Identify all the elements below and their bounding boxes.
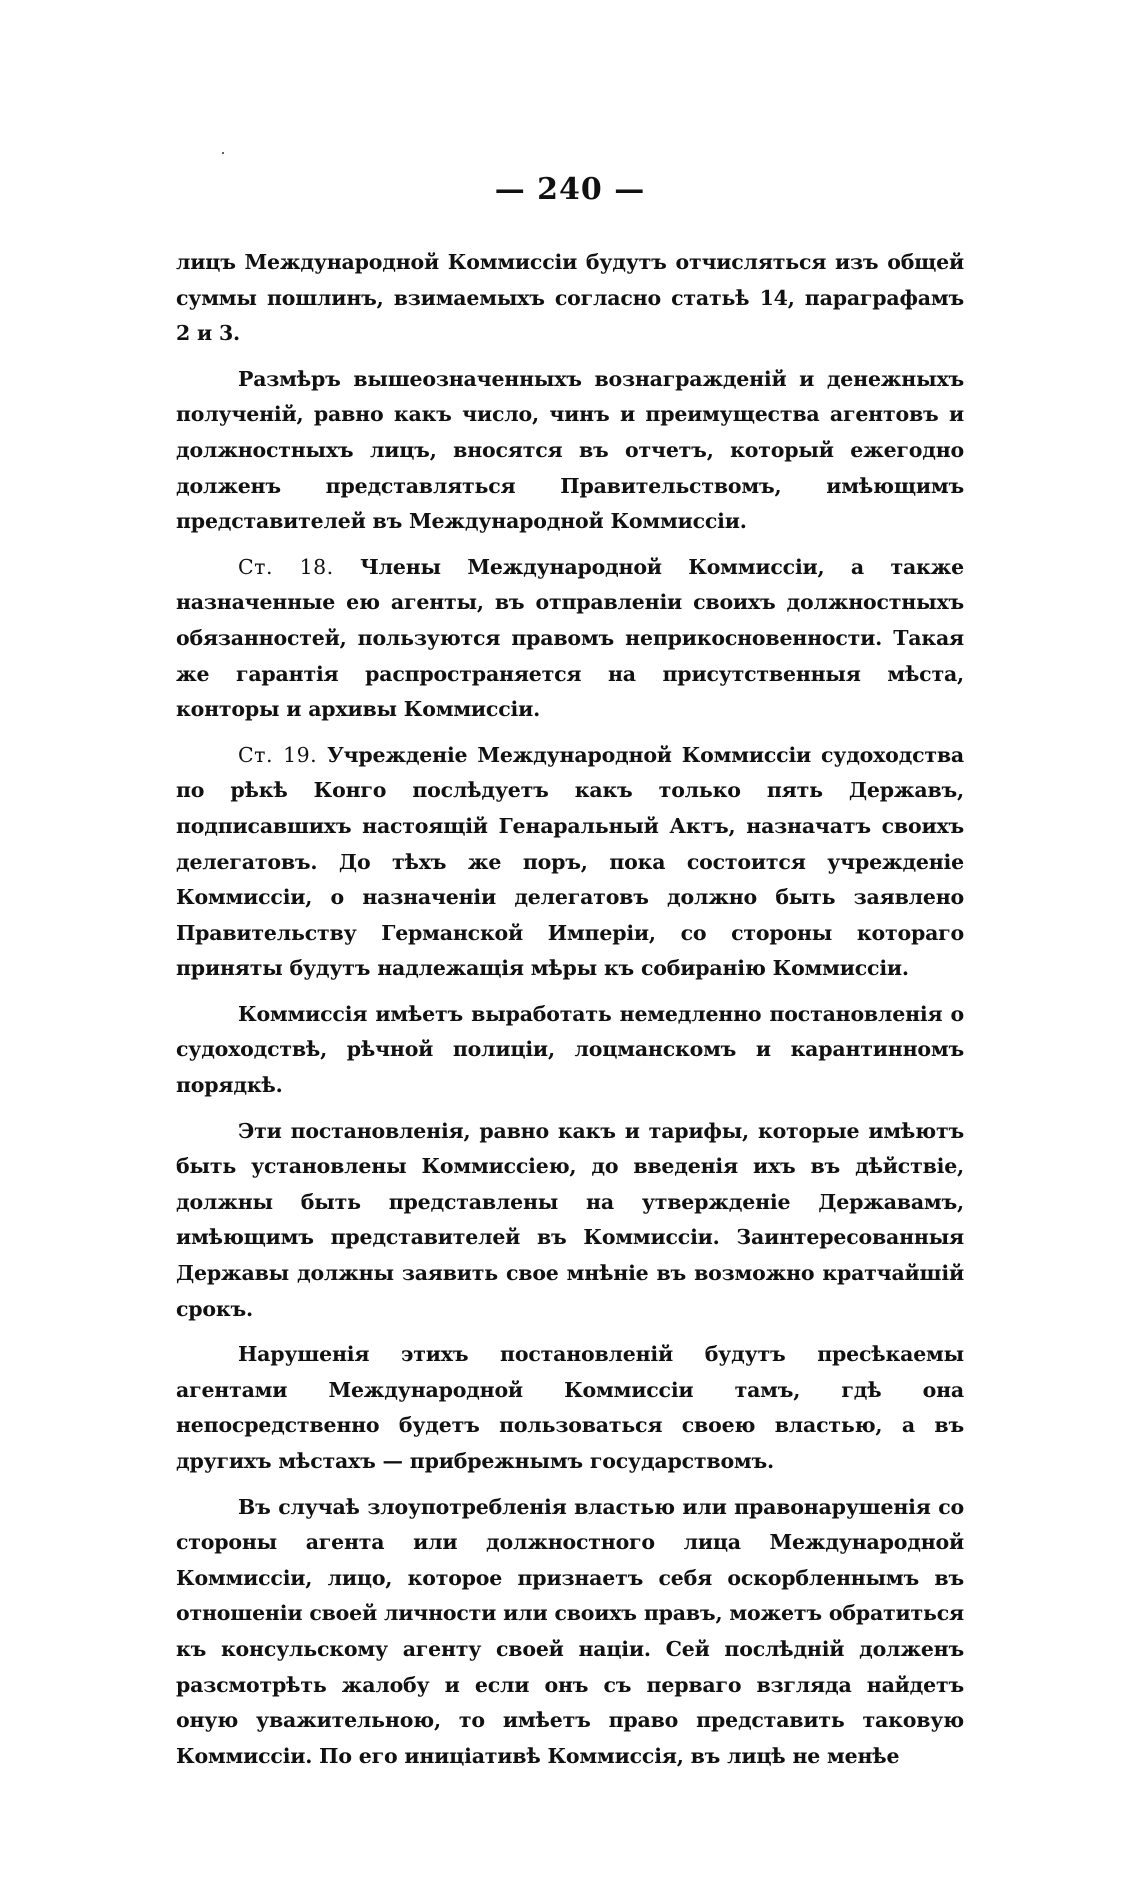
paragraph-text: Коммиссія имѣетъ выработать немедленно постановленія о судоходствѣ, рѣчной полиціи, лоцманскомъ и карантинномъ порядкѣ. bbox=[176, 1001, 964, 1098]
print-speck bbox=[222, 152, 224, 154]
article-number: Ст. 18. bbox=[238, 554, 334, 579]
paragraph-7 bbox=[176, 1337, 964, 1479]
paragraph-text: Размѣръ вышеозначенныхъ вознагражденій и денежныхъ полученій, равно какъ число, чинъ и преимущества агентовъ и должностныхъ лицъ, вносятся въ отчетъ, который ежегодно долженъ представляться Правительствомъ, имѣющимъ представителей въ Международной Коммиссіи. bbox=[176, 366, 964, 534]
article-19 bbox=[176, 738, 964, 987]
paragraph-2 bbox=[176, 362, 964, 540]
paragraph-text: Эти постановленія, равно какъ и тарифы, которые имѣютъ быть установлены Коммиссіею, до введенія ихъ въ дѣйствіе, должны быть представлены на утвержденіе Державамъ, имѣющимъ представителей въ Коммиссіи. Заинтересованныя Державы должны заявить свое мнѣніе въ возможно кратчайшій срокъ. bbox=[176, 1118, 964, 1321]
body-text bbox=[176, 245, 964, 1784]
paragraph-text: Въ случаѣ злоупотребленія властью или правонарушенія со стороны агента или должностного лица Международной Коммиссіи, лицо, которое признаетъ себя оскорбленнымъ въ отношеніи своей личности или своихъ правъ, можетъ обратиться къ консульскому агенту своей націи. Сей послѣдній долженъ разсмотрѣть жалобу и если онъ съ перваго взгляда найдетъ оную уважительною, то имѣетъ право представить таковую Коммиссіи. По его иниціативѣ Коммиссія, въ лицѣ не менѣе bbox=[176, 1494, 964, 1768]
paragraph-text: Учрежденіе Международной Коммиссіи судоходства по рѣкѣ Конго послѣдуетъ какъ только пять Державъ, подписавшихъ настоящій Генаральный Актъ, назначатъ своихъ делегатовъ. До тѣхъ же поръ, пока состоится учрежденіе Коммиссіи, о назначеніи делегатовъ должно быть заявлено Правительству Германской Имперіи, со стороны котораго приняты будутъ надлежащія мѣры къ собиранію Коммиссіи. bbox=[176, 742, 964, 981]
page-number: — 240 — bbox=[494, 172, 646, 207]
paragraph-1 bbox=[176, 245, 964, 352]
paragraph-text: Члены Международной Коммиссіи, а также назначенные ею агенты, въ отправленіи своихъ должностныхъ обязанностей, пользуются правомъ неприкосновенности. Такая же гарантія распространяется на присутственныя мѣста, конторы и архивы Коммиссіи. bbox=[176, 554, 964, 722]
paragraph-5 bbox=[176, 997, 964, 1104]
paragraph-text: лицъ Международной Коммиссіи будутъ отчисляться изъ общей суммы пошлинъ, взимаемыхъ согласно статьѣ 14, параграфамъ 2 и 3. bbox=[176, 250, 964, 346]
article-number: Ст. 19. bbox=[238, 742, 318, 767]
paragraph-6 bbox=[176, 1114, 964, 1328]
article-18 bbox=[176, 550, 964, 728]
paragraph-text: Нарушенія этихъ постановленій будутъ пресѣкаемы агентами Международной Коммиссіи тамъ, гдѣ она непосредственно будетъ пользоваться своею властью, а въ другихъ мѣстахъ — прибрежнымъ государствомъ. bbox=[176, 1342, 964, 1473]
paragraph-8 bbox=[176, 1490, 964, 1775]
